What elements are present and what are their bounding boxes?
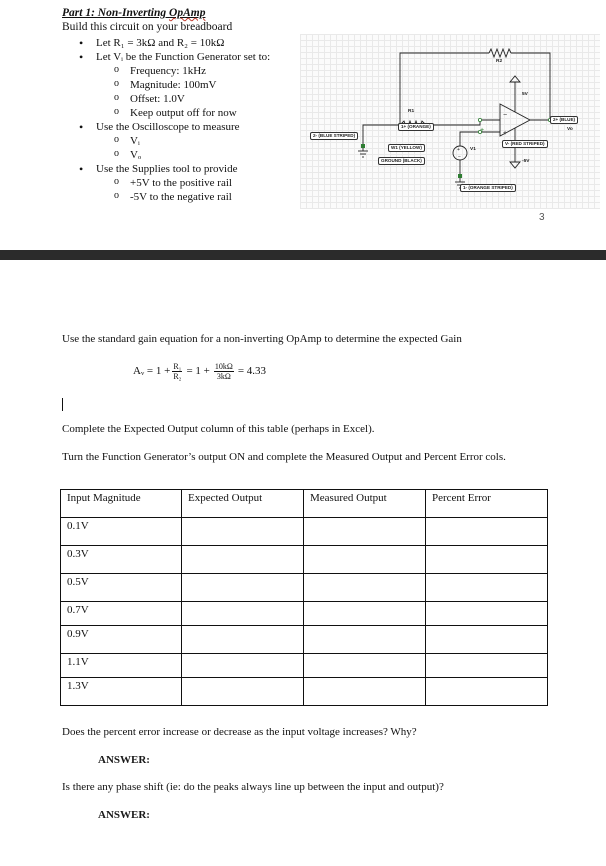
table-row — [61, 546, 548, 574]
sub-vo: o Vₒ — [62, 148, 307, 162]
cell-error[interactable] — [426, 626, 548, 654]
feedback-wire-right — [511, 53, 550, 120]
bullet-function-generator: • Let Vᵢ be the Function Generator set to: — [62, 50, 307, 64]
cell-input: 1.3V — [61, 678, 182, 706]
formula-result: = 4.33 — [237, 365, 267, 377]
plus5-label: 5V — [522, 92, 528, 97]
tag-2minus-blue-striped: 2- (BLUE STRIPED) — [310, 132, 358, 140]
cell-measured[interactable] — [304, 518, 426, 546]
table-row — [61, 574, 548, 602]
part1-title: Part 1: Non-Inverting OpAmp — [62, 7, 206, 19]
svg-text:−: − — [458, 154, 461, 160]
part1-subtitle: Build this circuit on your breadboard — [62, 21, 233, 33]
instruction-expected: Complete the Expected Output column of this table (perhaps in Excel). — [62, 423, 375, 435]
header-percent-error: Percent Error — [426, 490, 548, 518]
page-top — [0, 0, 606, 250]
cell-error[interactable] — [426, 678, 548, 706]
tag-w1-yellow: W1 (YELLOW) — [388, 144, 425, 152]
cell-error[interactable] — [426, 546, 548, 574]
instruction-measured: Turn the Function Generator’s output ON and complete the Measured Output and Percent Error cols. — [62, 451, 506, 463]
cell-expected[interactable] — [182, 678, 304, 706]
header-measured-output: Measured Output — [304, 490, 426, 518]
v1-label: V1 — [470, 147, 476, 152]
sub-output-off: o Keep output off for now — [62, 106, 307, 120]
r2-label: R2 — [496, 59, 503, 64]
question-percent-error: Does the percent error increase or decrease as the input voltage increases? Why? — [62, 726, 417, 738]
cell-expected[interactable] — [182, 626, 304, 654]
cell-expected[interactable] — [182, 602, 304, 626]
cell-input: 0.1V — [61, 518, 182, 546]
minus5-label: -5V — [522, 159, 530, 164]
cell-input: 0.7V — [61, 602, 182, 626]
cell-input: 0.3V — [61, 546, 182, 574]
tag-vminus-red-striped: V- (RED STRIPED) — [502, 140, 548, 148]
svg-text:+: + — [480, 127, 485, 134]
feedback-wire-left — [400, 53, 489, 125]
tag-ground-black: GROUND (BLACK) — [378, 157, 425, 165]
cell-input: 1.1V — [61, 654, 182, 678]
sub-negative-rail: o -5V to the negative rail — [62, 190, 307, 204]
cell-expected[interactable] — [182, 546, 304, 574]
answer-label-1[interactable]: ANSWER: — [98, 754, 150, 766]
cell-expected[interactable] — [182, 518, 304, 546]
cell-input: 0.5V — [61, 574, 182, 602]
table-row — [61, 602, 548, 626]
instructions-list — [62, 36, 307, 204]
bullet-resistors: • Let R₁ = 3kΩ and R₂ = 10kΩ — [62, 36, 307, 50]
cell-measured[interactable] — [304, 678, 426, 706]
v1-wire — [460, 132, 480, 146]
table-row — [61, 654, 548, 678]
svg-text:−: − — [503, 112, 508, 119]
text-cursor[interactable] — [62, 398, 63, 411]
cell-measured[interactable] — [304, 574, 426, 602]
cell-error[interactable] — [426, 518, 548, 546]
cell-error[interactable] — [426, 574, 548, 602]
r1-label: R1 — [408, 109, 415, 114]
table-header-row — [61, 490, 548, 518]
vo-label: Vo — [567, 127, 573, 132]
circuit-diagram — [300, 34, 600, 209]
minus-rail-arrow — [510, 162, 520, 168]
sub-frequency: o Frequency: 1kHz — [62, 64, 307, 78]
page-number: 3 — [539, 212, 545, 223]
svg-text:+: + — [503, 130, 508, 137]
bullet-supplies: • Use the Supplies tool to provide — [62, 162, 307, 176]
question-phase-shift: Is there any phase shift (ie: do the peaks always line up between the input and output)? — [62, 781, 444, 793]
cell-measured[interactable] — [304, 654, 426, 678]
table-row — [61, 518, 548, 546]
gain-formula — [133, 358, 268, 384]
cell-expected[interactable] — [182, 654, 304, 678]
cell-expected[interactable] — [182, 574, 304, 602]
formula-mid: = 1 + — [186, 365, 210, 377]
plus-rail-arrow — [510, 76, 520, 82]
gain-instruction: Use the standard gain equation for a non-inverting OpAmp to determine the expected Gain — [62, 333, 462, 345]
results-table — [60, 489, 548, 706]
cell-measured[interactable] — [304, 546, 426, 574]
formula-fraction-values: $\frac{10k\Omega}{3k\Omega}$ — [214, 361, 233, 381]
header-expected-output: Expected Output — [182, 490, 304, 518]
tag-1minus-orange-striped: 1- (ORANGE STRIPED) — [460, 184, 516, 192]
r2-resistor — [489, 49, 511, 57]
cell-measured[interactable] — [304, 626, 426, 654]
cell-measured[interactable] — [304, 602, 426, 626]
cell-input: 0.9V — [61, 626, 182, 654]
cell-error[interactable] — [426, 654, 548, 678]
formula-fraction-symbolic: $\frac{\text{R₁}}{\text{R₂}}$ — [173, 361, 182, 381]
tag-1plus-orange: 1+ (ORANGE) — [398, 123, 434, 131]
formula-lhs: Aᵥ = 1 + — [133, 365, 171, 377]
page-bottom — [0, 260, 606, 866]
svg-text:+: + — [457, 147, 460, 153]
sub-vi: o Vᵢ — [62, 134, 307, 148]
sub-positive-rail: o +5V to the positive rail — [62, 176, 307, 190]
answer-label-2[interactable]: ANSWER: — [98, 809, 150, 821]
inverting-wire — [426, 120, 500, 125]
page-break — [0, 250, 606, 260]
sub-offset: o Offset: 1.0V — [62, 92, 307, 106]
table-row — [61, 678, 548, 706]
header-input-magnitude: Input Magnitude — [61, 490, 182, 518]
sub-magnitude: o Magnitude: 100mV — [62, 78, 307, 92]
tag-2plus-blue: 2+ (BLUE) — [550, 116, 578, 124]
spellcheck-word: OpAmp — [169, 7, 206, 19]
cell-error[interactable] — [426, 602, 548, 626]
bullet-oscilloscope: • Use the Oscilloscope to measure — [62, 120, 307, 134]
table-row — [61, 626, 548, 654]
